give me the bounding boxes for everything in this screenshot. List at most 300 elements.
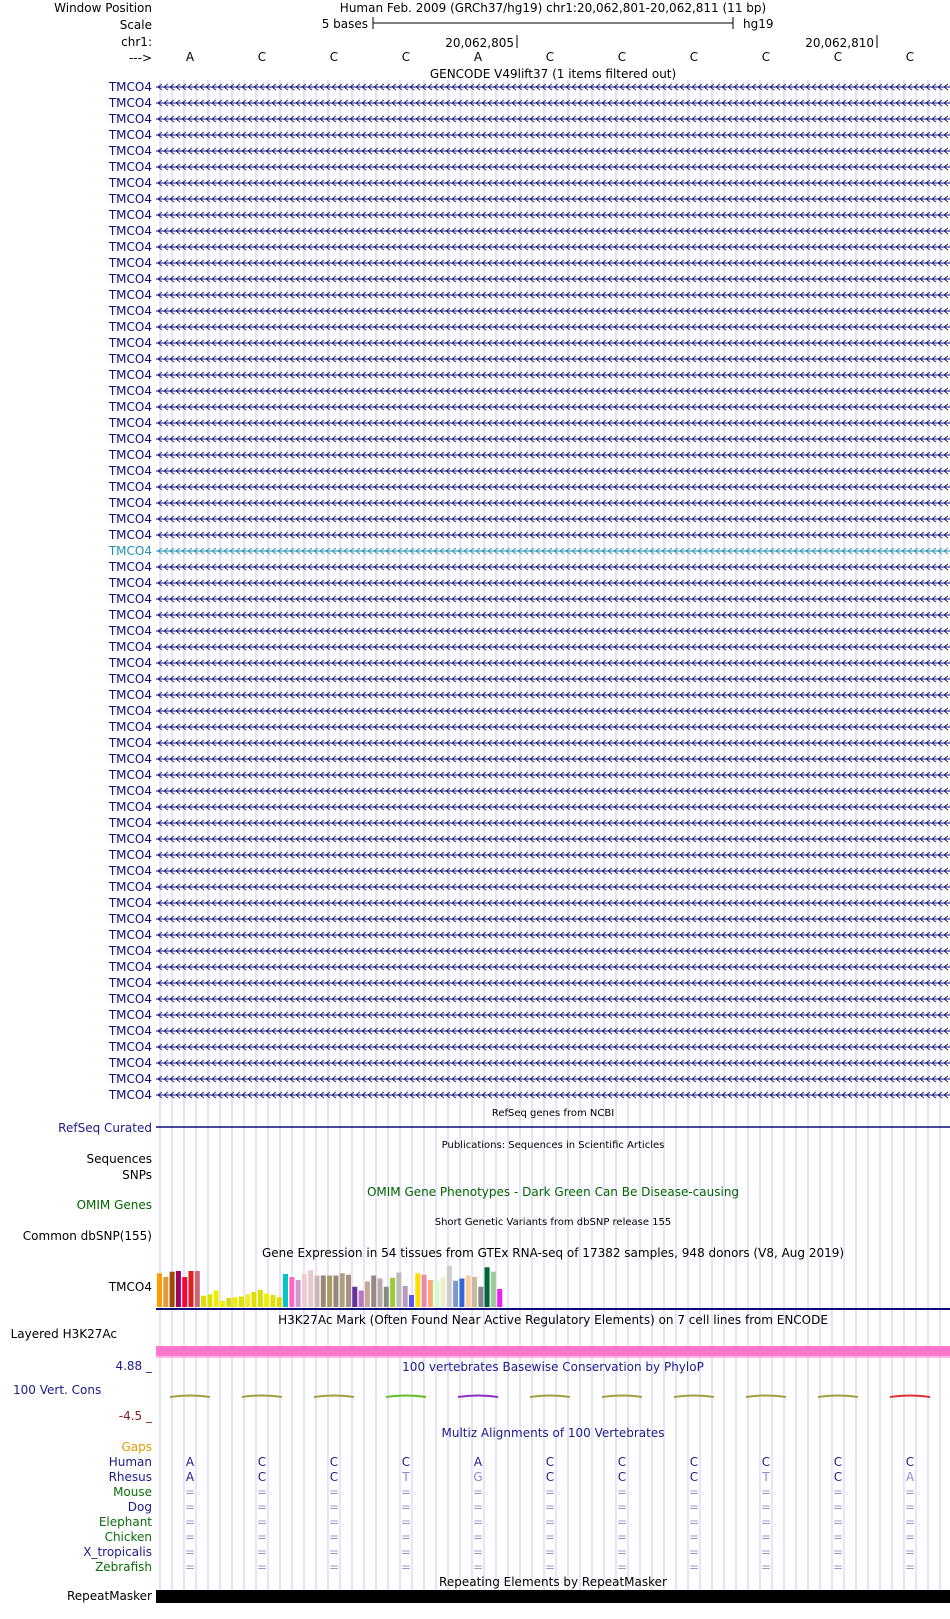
gencode-transcript-row[interactable] bbox=[108, 928, 950, 942]
gencode-transcript-row[interactable] bbox=[108, 160, 950, 174]
aligned-base: G bbox=[473, 1470, 483, 1484]
assembly-title: Human Feb. 2009 (GRCh37/hg19) chr1:20,062,801-20,062,811 (11 bp) bbox=[339, 1, 767, 15]
aligned-base: = bbox=[400, 1560, 412, 1574]
gtex-tissue-bar[interactable] bbox=[441, 1277, 446, 1307]
aligned-base: = bbox=[688, 1545, 700, 1559]
gencode-transcript-row[interactable] bbox=[108, 320, 950, 334]
gencode-transcript-row[interactable] bbox=[108, 128, 950, 142]
gtex-tissue-bar[interactable] bbox=[258, 1290, 263, 1307]
gencode-transcript-row[interactable] bbox=[108, 624, 950, 638]
gene-label[interactable]: TMCO4 bbox=[108, 496, 152, 510]
phylop-glyph[interactable] bbox=[674, 1396, 714, 1398]
gencode-transcript-row[interactable] bbox=[108, 208, 950, 222]
species-label[interactable]: Rhesus bbox=[108, 1470, 152, 1484]
gencode-transcript-row[interactable] bbox=[108, 352, 950, 366]
multiz-species-row[interactable] bbox=[113, 1485, 915, 1499]
gene-label[interactable]: TMCO4 bbox=[108, 464, 152, 478]
aligned-base: = bbox=[328, 1530, 340, 1544]
aligned-base: = bbox=[328, 1560, 340, 1574]
gene-label[interactable]: TMCO4 bbox=[108, 128, 152, 142]
gene-label[interactable]: TMCO4 bbox=[108, 160, 152, 174]
gencode-transcript-row[interactable] bbox=[108, 400, 950, 414]
aligned-base: = bbox=[400, 1515, 412, 1529]
scale-text: 5 bases bbox=[321, 17, 368, 31]
gencode-transcript-row[interactable] bbox=[108, 880, 950, 894]
gtex-tissue-bar[interactable] bbox=[478, 1287, 483, 1307]
gene-label[interactable]: TMCO4 bbox=[108, 304, 152, 318]
gtex-tissue-bar[interactable] bbox=[415, 1273, 420, 1307]
aligned-base: A bbox=[185, 1455, 195, 1469]
gene-label[interactable]: TMCO4 bbox=[108, 816, 152, 830]
multiz-species-row[interactable] bbox=[109, 1470, 915, 1484]
scale-bar bbox=[373, 17, 733, 29]
phylop-track-label[interactable]: 100 Vert. Cons bbox=[13, 1383, 102, 1397]
phylop-glyph[interactable] bbox=[386, 1396, 426, 1398]
gene-label[interactable]: TMCO4 bbox=[108, 800, 152, 814]
gencode-transcript-row[interactable] bbox=[108, 976, 950, 990]
gene-label[interactable]: TMCO4 bbox=[108, 864, 152, 878]
aligned-base: = bbox=[616, 1560, 628, 1574]
gene-label[interactable]: TMCO4 bbox=[108, 432, 152, 446]
gencode-transcript-row[interactable] bbox=[108, 80, 950, 94]
gtex-tissue-bar[interactable] bbox=[409, 1295, 414, 1307]
gencode-transcript-row[interactable] bbox=[108, 1040, 950, 1054]
gtex-tissue-bar[interactable] bbox=[359, 1291, 364, 1308]
multiz-species-row[interactable] bbox=[109, 1455, 914, 1469]
gtex-tissue-bar[interactable] bbox=[321, 1276, 326, 1308]
gencode-transcript-row[interactable] bbox=[108, 480, 950, 494]
aligned-base: = bbox=[328, 1485, 340, 1499]
gencode-transcript-row[interactable] bbox=[108, 96, 950, 110]
aligned-base: = bbox=[400, 1545, 412, 1559]
aligned-base: = bbox=[832, 1560, 844, 1574]
gene-label[interactable]: TMCO4 bbox=[108, 832, 152, 846]
gencode-transcript-row[interactable] bbox=[108, 992, 950, 1006]
gene-label[interactable]: TMCO4 bbox=[108, 192, 152, 206]
multiz-track-title: Multiz Alignments of 100 Vertebrates bbox=[441, 1426, 665, 1440]
species-label[interactable]: Chicken bbox=[104, 1530, 152, 1544]
gtex-tissue-bar[interactable] bbox=[170, 1272, 175, 1307]
gene-label[interactable]: TMCO4 bbox=[108, 400, 152, 414]
aligned-base: = bbox=[256, 1500, 268, 1514]
aligned-base: C bbox=[689, 1455, 699, 1469]
gene-label[interactable]: TMCO4 bbox=[108, 1040, 152, 1054]
gtex-tissue-bar[interactable] bbox=[352, 1287, 357, 1307]
refseq-track-title: RefSeq genes from NCBI bbox=[491, 1108, 615, 1119]
gene-label[interactable]: TMCO4 bbox=[108, 1056, 152, 1070]
gtex-tissue-bar[interactable] bbox=[459, 1279, 464, 1308]
gencode-transcript-row[interactable] bbox=[108, 736, 950, 750]
gencode-transcript-row[interactable] bbox=[108, 592, 950, 606]
gencode-transcript-row[interactable] bbox=[108, 768, 950, 782]
gtex-track-title: Gene Expression in 54 tissues from GTEx RNA-seq of 17382 samples, 948 donors (V8, Aug 2019) bbox=[261, 1246, 845, 1260]
gtex-tissue-bar[interactable] bbox=[497, 1289, 502, 1307]
gencode-transcript-row[interactable] bbox=[108, 656, 950, 670]
gene-label[interactable]: TMCO4 bbox=[108, 176, 152, 190]
aligned-base: = bbox=[472, 1530, 484, 1544]
gtex-tissue-bar[interactable] bbox=[233, 1297, 238, 1307]
aligned-base: = bbox=[184, 1515, 196, 1529]
gene-label[interactable]: TMCO4 bbox=[108, 928, 152, 942]
aligned-base: = bbox=[184, 1500, 196, 1514]
gencode-transcript-row[interactable] bbox=[108, 368, 950, 382]
phylop-glyph[interactable] bbox=[170, 1396, 210, 1398]
gene-label[interactable]: TMCO4 bbox=[108, 1088, 152, 1102]
gencode-transcript-row[interactable] bbox=[108, 112, 950, 126]
aligned-base: = bbox=[760, 1545, 772, 1559]
gtex-tissue-bar[interactable] bbox=[195, 1271, 200, 1307]
gencode-transcript-row[interactable] bbox=[108, 272, 950, 286]
repeat-element-bar[interactable] bbox=[156, 1590, 950, 1603]
coord-tick-label: 20,062,810 bbox=[805, 36, 874, 50]
gtex-tissue-bar[interactable] bbox=[434, 1281, 439, 1307]
gene-label[interactable]: TMCO4 bbox=[108, 560, 152, 574]
gtex-tissue-bar[interactable] bbox=[302, 1274, 307, 1307]
snp-track-title: Short Genetic Variants from dbSNP release 155 bbox=[434, 1217, 672, 1228]
gencode-transcript-row[interactable] bbox=[108, 464, 950, 478]
gene-label[interactable]: TMCO4 bbox=[108, 416, 152, 430]
pubs-snps-label[interactable]: SNPs bbox=[122, 1168, 152, 1182]
gene-label[interactable]: TMCO4 bbox=[108, 224, 152, 238]
gtex-tissue-bar[interactable] bbox=[182, 1277, 187, 1307]
gtex-tissue-bar[interactable] bbox=[283, 1274, 288, 1307]
gaps-label[interactable]: Gaps bbox=[121, 1440, 152, 1454]
gencode-track[interactable] bbox=[108, 80, 950, 1102]
aligned-base: = bbox=[256, 1515, 268, 1529]
reference-base: C bbox=[257, 50, 267, 64]
gencode-transcript-row[interactable] bbox=[108, 176, 950, 190]
gene-label[interactable]: TMCO4 bbox=[108, 288, 152, 302]
gene-label[interactable]: TMCO4 bbox=[108, 368, 152, 382]
gene-label[interactable]: TMCO4 bbox=[108, 672, 152, 686]
phylop-glyph[interactable] bbox=[314, 1396, 354, 1398]
gencode-transcript-row[interactable] bbox=[108, 512, 950, 526]
aligned-base: = bbox=[760, 1485, 772, 1499]
gencode-transcript-row[interactable] bbox=[108, 528, 950, 542]
gencode-transcript-row[interactable] bbox=[108, 640, 950, 654]
gtex-tissue-bar[interactable] bbox=[157, 1273, 162, 1307]
species-label[interactable]: Human bbox=[108, 1455, 152, 1469]
gtex-tissue-bar[interactable] bbox=[207, 1294, 212, 1307]
gencode-transcript-row[interactable] bbox=[108, 832, 950, 846]
window-position-label: Window Position bbox=[54, 1, 152, 15]
gencode-transcript-row[interactable] bbox=[108, 144, 950, 158]
aligned-base: = bbox=[832, 1515, 844, 1529]
gencode-transcript-row[interactable] bbox=[108, 608, 950, 622]
gencode-transcript-row[interactable] bbox=[108, 848, 950, 862]
gene-label[interactable]: TMCO4 bbox=[108, 1024, 152, 1038]
aligned-base: = bbox=[472, 1500, 484, 1514]
gencode-transcript-row[interactable] bbox=[108, 304, 950, 318]
gtex-tissue-bar[interactable] bbox=[308, 1270, 313, 1307]
gtex-tissue-bar[interactable] bbox=[447, 1266, 452, 1307]
repeat-track-label[interactable]: RepeatMasker bbox=[66, 1589, 152, 1603]
gene-label[interactable]: TMCO4 bbox=[108, 448, 152, 462]
gene-label[interactable]: TMCO4 bbox=[108, 528, 152, 542]
gtex-tissue-bar[interactable] bbox=[245, 1294, 250, 1307]
aligned-base: = bbox=[184, 1545, 196, 1559]
gene-label[interactable]: TMCO4 bbox=[108, 1008, 152, 1022]
coord-tick-label: 20,062,805 bbox=[445, 36, 514, 50]
gene-label[interactable]: TMCO4 bbox=[108, 992, 152, 1006]
gene-label[interactable]: TMCO4 bbox=[108, 752, 152, 766]
gtex-tissue-bar[interactable] bbox=[264, 1294, 269, 1308]
aligned-base: C bbox=[257, 1455, 267, 1469]
gene-label[interactable]: TMCO4 bbox=[108, 320, 152, 334]
aligned-base: = bbox=[256, 1485, 268, 1499]
multiz-species-row[interactable] bbox=[99, 1515, 915, 1529]
species-label[interactable]: Zebrafish bbox=[95, 1560, 152, 1574]
gencode-transcript-row[interactable] bbox=[108, 720, 950, 734]
species-label[interactable]: Elephant bbox=[98, 1515, 152, 1529]
strand-label: ---> bbox=[128, 51, 152, 65]
gencode-transcript-row[interactable] bbox=[108, 544, 950, 558]
gtex-bar-chart[interactable] bbox=[157, 1266, 502, 1307]
gene-label[interactable]: TMCO4 bbox=[108, 688, 152, 702]
gene-label[interactable]: TMCO4 bbox=[108, 112, 152, 126]
aligned-base: = bbox=[904, 1560, 916, 1574]
gene-label[interactable]: TMCO4 bbox=[108, 512, 152, 526]
aligned-base: = bbox=[184, 1530, 196, 1544]
gtex-tissue-bar[interactable] bbox=[428, 1280, 433, 1307]
reference-base: C bbox=[689, 50, 699, 64]
phylop-glyph[interactable] bbox=[530, 1396, 570, 1398]
gtex-tissue-bar[interactable] bbox=[270, 1295, 275, 1307]
gencode-transcript-row[interactable] bbox=[108, 1072, 950, 1086]
gene-label[interactable]: TMCO4 bbox=[108, 736, 152, 750]
chrom-label: chr1: bbox=[121, 35, 152, 49]
gtex-tissue-bar[interactable] bbox=[485, 1267, 490, 1307]
gencode-track-title: GENCODE V49lift37 (1 items filtered out) bbox=[429, 67, 677, 81]
gencode-transcript-row[interactable] bbox=[108, 944, 950, 958]
scale-label: Scale bbox=[119, 18, 152, 32]
aligned-base: C bbox=[689, 1470, 699, 1484]
reference-base: A bbox=[473, 50, 483, 64]
phylop-glyph[interactable] bbox=[746, 1396, 786, 1398]
gencode-transcript-row[interactable] bbox=[108, 336, 950, 350]
gtex-tissue-bar[interactable] bbox=[296, 1280, 301, 1307]
multiz-species-row[interactable] bbox=[105, 1530, 915, 1544]
aligned-base: = bbox=[832, 1500, 844, 1514]
multiz-species-row[interactable] bbox=[128, 1500, 915, 1514]
gene-label[interactable]: TMCO4 bbox=[108, 768, 152, 782]
gene-label[interactable]: TMCO4 bbox=[108, 144, 152, 158]
gene-label[interactable]: TMCO4 bbox=[108, 336, 152, 350]
species-label[interactable]: Dog bbox=[127, 1500, 152, 1514]
aligned-base: = bbox=[904, 1500, 916, 1514]
gtex-tissue-bar[interactable] bbox=[252, 1292, 257, 1307]
aligned-base: = bbox=[184, 1485, 196, 1499]
gtex-tissue-bar[interactable] bbox=[422, 1275, 427, 1307]
aligned-base: = bbox=[904, 1485, 916, 1499]
gtex-tissue-bar[interactable] bbox=[365, 1282, 370, 1308]
gtex-tissue-bar[interactable] bbox=[491, 1272, 496, 1307]
gencode-transcript-row[interactable] bbox=[108, 1088, 950, 1102]
phylop-glyph[interactable] bbox=[602, 1396, 642, 1398]
gencode-transcript-row[interactable] bbox=[108, 864, 950, 878]
gencode-transcript-row[interactable] bbox=[108, 784, 950, 798]
aligned-base: C bbox=[761, 1455, 771, 1469]
reference-base: C bbox=[905, 50, 915, 64]
aligned-base: = bbox=[400, 1500, 412, 1514]
gencode-transcript-row[interactable] bbox=[108, 288, 950, 302]
reference-bases bbox=[186, 50, 914, 64]
gene-label[interactable]: TMCO4 bbox=[108, 896, 152, 910]
gencode-transcript-row[interactable] bbox=[108, 960, 950, 974]
gencode-transcript-row[interactable] bbox=[108, 896, 950, 910]
omim-track-label[interactable]: OMIM Genes bbox=[76, 1198, 152, 1212]
gtex-tissue-bar[interactable] bbox=[327, 1276, 332, 1308]
gencode-transcript-row[interactable] bbox=[108, 688, 950, 702]
phylop-glyph[interactable] bbox=[890, 1396, 930, 1398]
aligned-base: = bbox=[616, 1545, 628, 1559]
gene-label[interactable]: TMCO4 bbox=[108, 880, 152, 894]
gene-label[interactable]: TMCO4 bbox=[108, 912, 152, 926]
gene-label[interactable]: TMCO4 bbox=[108, 1072, 152, 1086]
refseq-track-label[interactable]: RefSeq Curated bbox=[58, 1121, 152, 1135]
h3k-signal-bar[interactable] bbox=[156, 1346, 950, 1356]
gencode-transcript-row[interactable] bbox=[108, 704, 950, 718]
aligned-base: = bbox=[256, 1560, 268, 1574]
gtex-tissue-bar[interactable] bbox=[239, 1297, 244, 1308]
aligned-base: C bbox=[833, 1470, 843, 1484]
gene-label[interactable]: TMCO4 bbox=[108, 848, 152, 862]
aligned-base: C bbox=[617, 1455, 627, 1469]
gtex-tissue-bar[interactable] bbox=[390, 1278, 395, 1307]
h3k-track-title: H3K27Ac Mark (Often Found Near Active Regulatory Elements) on 7 cell lines from ENCODE bbox=[278, 1313, 828, 1327]
gtex-tissue-bar[interactable] bbox=[378, 1279, 383, 1308]
gencode-transcript-row[interactable] bbox=[108, 816, 950, 830]
gencode-transcript-row[interactable] bbox=[108, 1024, 950, 1038]
gene-label[interactable]: TMCO4 bbox=[108, 624, 152, 638]
gtex-tissue-bar[interactable] bbox=[226, 1298, 231, 1307]
gene-label[interactable]: TMCO4 bbox=[108, 208, 152, 222]
reference-base: C bbox=[833, 50, 843, 64]
gtex-tissue-bar[interactable] bbox=[201, 1296, 206, 1307]
aligned-base: = bbox=[328, 1545, 340, 1559]
gencode-transcript-row[interactable] bbox=[108, 256, 950, 270]
gtex-tissue-bar[interactable] bbox=[176, 1271, 181, 1307]
gene-label[interactable]: TMCO4 bbox=[108, 656, 152, 670]
gencode-transcript-row[interactable] bbox=[108, 192, 950, 206]
aligned-base: C bbox=[329, 1470, 339, 1484]
aligned-base: = bbox=[832, 1530, 844, 1544]
h3k-track-label[interactable]: Layered H3K27Ac bbox=[10, 1327, 117, 1341]
aligned-base: = bbox=[472, 1545, 484, 1559]
gene-label[interactable]: TMCO4 bbox=[108, 384, 152, 398]
gtex-tissue-bar[interactable] bbox=[346, 1275, 351, 1307]
phylop-signal[interactable] bbox=[170, 1396, 930, 1398]
gencode-transcript-row[interactable] bbox=[108, 752, 950, 766]
reference-base: C bbox=[761, 50, 771, 64]
snp-track-label[interactable]: Common dbSNP(155) bbox=[22, 1229, 152, 1243]
gencode-transcript-row[interactable] bbox=[108, 384, 950, 398]
gtex-tissue-bar[interactable] bbox=[396, 1273, 401, 1308]
aligned-base: = bbox=[688, 1560, 700, 1574]
gene-label[interactable]: TMCO4 bbox=[108, 80, 152, 94]
gtex-tissue-bar[interactable] bbox=[214, 1291, 219, 1308]
gtex-tissue-bar[interactable] bbox=[189, 1271, 194, 1307]
reference-base: C bbox=[401, 50, 411, 64]
aligned-base: A bbox=[473, 1455, 483, 1469]
gencode-transcript-row[interactable] bbox=[108, 240, 950, 254]
gene-label[interactable]: TMCO4 bbox=[108, 96, 152, 110]
aligned-base: = bbox=[688, 1530, 700, 1544]
gene-label[interactable]: TMCO4 bbox=[108, 976, 152, 990]
gtex-tissue-bar[interactable] bbox=[220, 1301, 225, 1307]
aligned-base: = bbox=[688, 1485, 700, 1499]
multiz-species-row[interactable] bbox=[95, 1560, 915, 1574]
gtex-tissue-bar[interactable] bbox=[163, 1277, 168, 1307]
gene-label[interactable]: TMCO4 bbox=[108, 480, 152, 494]
gtex-tissue-bar[interactable] bbox=[315, 1276, 320, 1308]
gencode-transcript-row[interactable] bbox=[108, 432, 950, 446]
phylop-glyph[interactable] bbox=[458, 1396, 498, 1398]
gene-label[interactable]: TMCO4 bbox=[108, 608, 152, 622]
phylop-glyph[interactable] bbox=[818, 1396, 858, 1398]
gencode-transcript-row[interactable] bbox=[108, 224, 950, 238]
gencode-transcript-row[interactable] bbox=[108, 672, 950, 686]
gencode-transcript-row[interactable] bbox=[108, 1008, 950, 1022]
species-label[interactable]: Mouse bbox=[113, 1485, 152, 1499]
aligned-base: = bbox=[472, 1560, 484, 1574]
gene-label[interactable]: TMCO4 bbox=[108, 640, 152, 654]
gene-label[interactable]: TMCO4 bbox=[108, 352, 152, 366]
gencode-transcript-row[interactable] bbox=[108, 912, 950, 926]
repeat-track-title: Repeating Elements by RepeatMasker bbox=[439, 1575, 667, 1589]
gene-label[interactable]: TMCO4 bbox=[108, 720, 152, 734]
gtex-tissue-bar[interactable] bbox=[333, 1276, 338, 1308]
gene-label[interactable]: TMCO4 bbox=[108, 784, 152, 798]
gencode-transcript-row[interactable] bbox=[108, 560, 950, 574]
gene-label[interactable]: TMCO4 bbox=[108, 592, 152, 606]
gene-label[interactable]: TMCO4 bbox=[108, 576, 152, 590]
gencode-transcript-row[interactable] bbox=[108, 800, 950, 814]
gtex-tissue-bar[interactable] bbox=[371, 1276, 376, 1308]
gencode-transcript-row[interactable] bbox=[108, 448, 950, 462]
pubs-sequences-label[interactable]: Sequences bbox=[86, 1152, 152, 1166]
gencode-transcript-row[interactable] bbox=[108, 576, 950, 590]
gtex-track-label[interactable]: TMCO4 bbox=[108, 1280, 152, 1294]
gtex-tissue-bar[interactable] bbox=[403, 1286, 408, 1307]
aligned-base: = bbox=[760, 1530, 772, 1544]
aligned-base: = bbox=[400, 1530, 412, 1544]
gtex-tissue-bar[interactable] bbox=[466, 1276, 471, 1308]
pubs-track-title: Publications: Sequences in Scientific Articles bbox=[441, 1140, 665, 1151]
gencode-transcript-row[interactable] bbox=[108, 1056, 950, 1070]
gtex-tissue-bar[interactable] bbox=[472, 1277, 477, 1307]
gtex-tissue-bar[interactable] bbox=[453, 1281, 458, 1307]
gene-label[interactable]: TMCO4 bbox=[108, 960, 152, 974]
aligned-base: = bbox=[472, 1515, 484, 1529]
gtex-tissue-bar[interactable] bbox=[289, 1277, 294, 1307]
gene-label[interactable]: TMCO4 bbox=[108, 272, 152, 286]
gene-label[interactable]: TMCO4 bbox=[108, 256, 152, 270]
gencode-transcript-row[interactable] bbox=[108, 496, 950, 510]
gencode-transcript-row[interactable] bbox=[108, 416, 950, 430]
gene-label[interactable]: TMCO4 bbox=[108, 240, 152, 254]
phylop-glyph[interactable] bbox=[242, 1396, 282, 1398]
gtex-tissue-bar[interactable] bbox=[340, 1273, 345, 1307]
gtex-tissue-bar[interactable] bbox=[384, 1287, 389, 1307]
gene-label[interactable]: TMCO4 bbox=[108, 944, 152, 958]
gene-label[interactable]: TMCO4 bbox=[108, 544, 152, 558]
gtex-tissue-bar[interactable] bbox=[277, 1297, 282, 1307]
aligned-base: C bbox=[329, 1455, 339, 1469]
aligned-base: A bbox=[185, 1470, 195, 1484]
species-label[interactable]: X_tropicalis bbox=[83, 1545, 152, 1559]
gene-label[interactable]: TMCO4 bbox=[108, 704, 152, 718]
